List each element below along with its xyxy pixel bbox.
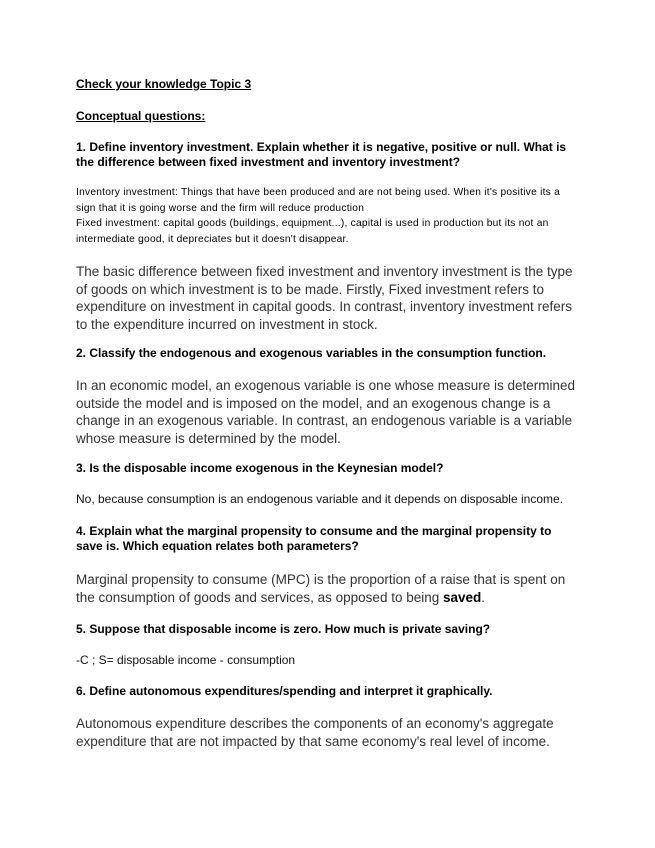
note-inventory-investment: Inventory investment: Things that have been produced and are not being used. When it's positive its a sign that it is going worse and the firm will reduce production xyxy=(76,187,561,214)
question-5: 5. Suppose that disposable income is zero. How much is private saving? xyxy=(76,622,491,636)
answer-1: The basic difference between fixed investment and inventory investment is the type of goods on which investment is to be made. Firstly, Fixed investment refers to expenditure on investment in capital goods. In contrast, inventory investment refers to the expenditure incurred on investment in stock. xyxy=(76,264,573,332)
answer-2: In an economic model, an exogenous variable is one whose measure is determined outside the model and is imposed on the model, and an exogenous change is a change in an exogenous variable. In contrast, an endogenous variable is a variable whose measure is determined by the model. xyxy=(76,378,576,446)
question-2: 2. Classify the endogenous and exogenous variables in the consumption function. xyxy=(76,346,547,360)
answer-6: Autonomous expenditure describes the components of an economy's aggregate expenditure that are not impacted by that same economy's real level of income. xyxy=(76,716,554,749)
answer-3: No, because consumption is an endogenous variable and it depends on disposable income. xyxy=(76,492,563,506)
answer-5: -C ; S= disposable income - consumption xyxy=(76,653,296,667)
question-4: 4. Explain what the marginal propensity to consume and the marginal propensity to save is. Which equation relates both parameters? xyxy=(76,524,552,553)
note-fixed-investment: Fixed investment: capital goods (buildings, equipment...), capital is used in production but its not an intermediate good, it depreciates but it doesn't disappear. xyxy=(76,218,549,245)
answer-4-text: Marginal propensity to consume (MPC) is the proportion of a raise that is spent on the consumption of goods and services, as opposed to being xyxy=(76,572,566,605)
answer-4 xyxy=(76,571,581,606)
answer-4-bold: saved xyxy=(443,589,482,605)
answer-4-end: . xyxy=(481,589,486,605)
document-title: Check your knowledge Topic 3 xyxy=(76,77,252,91)
question-6: 6. Define autonomous expenditures/spending and interpret it graphically. xyxy=(76,684,493,698)
section-heading: Conceptual questions: xyxy=(76,109,206,123)
question-3: 3. Is the disposable income exogenous in the Keynesian model? xyxy=(76,461,444,475)
question-1: 1. Define inventory investment. Explain whether it is negative, positive or null. What is the difference between fixed investment and inventory investment? xyxy=(76,140,567,169)
